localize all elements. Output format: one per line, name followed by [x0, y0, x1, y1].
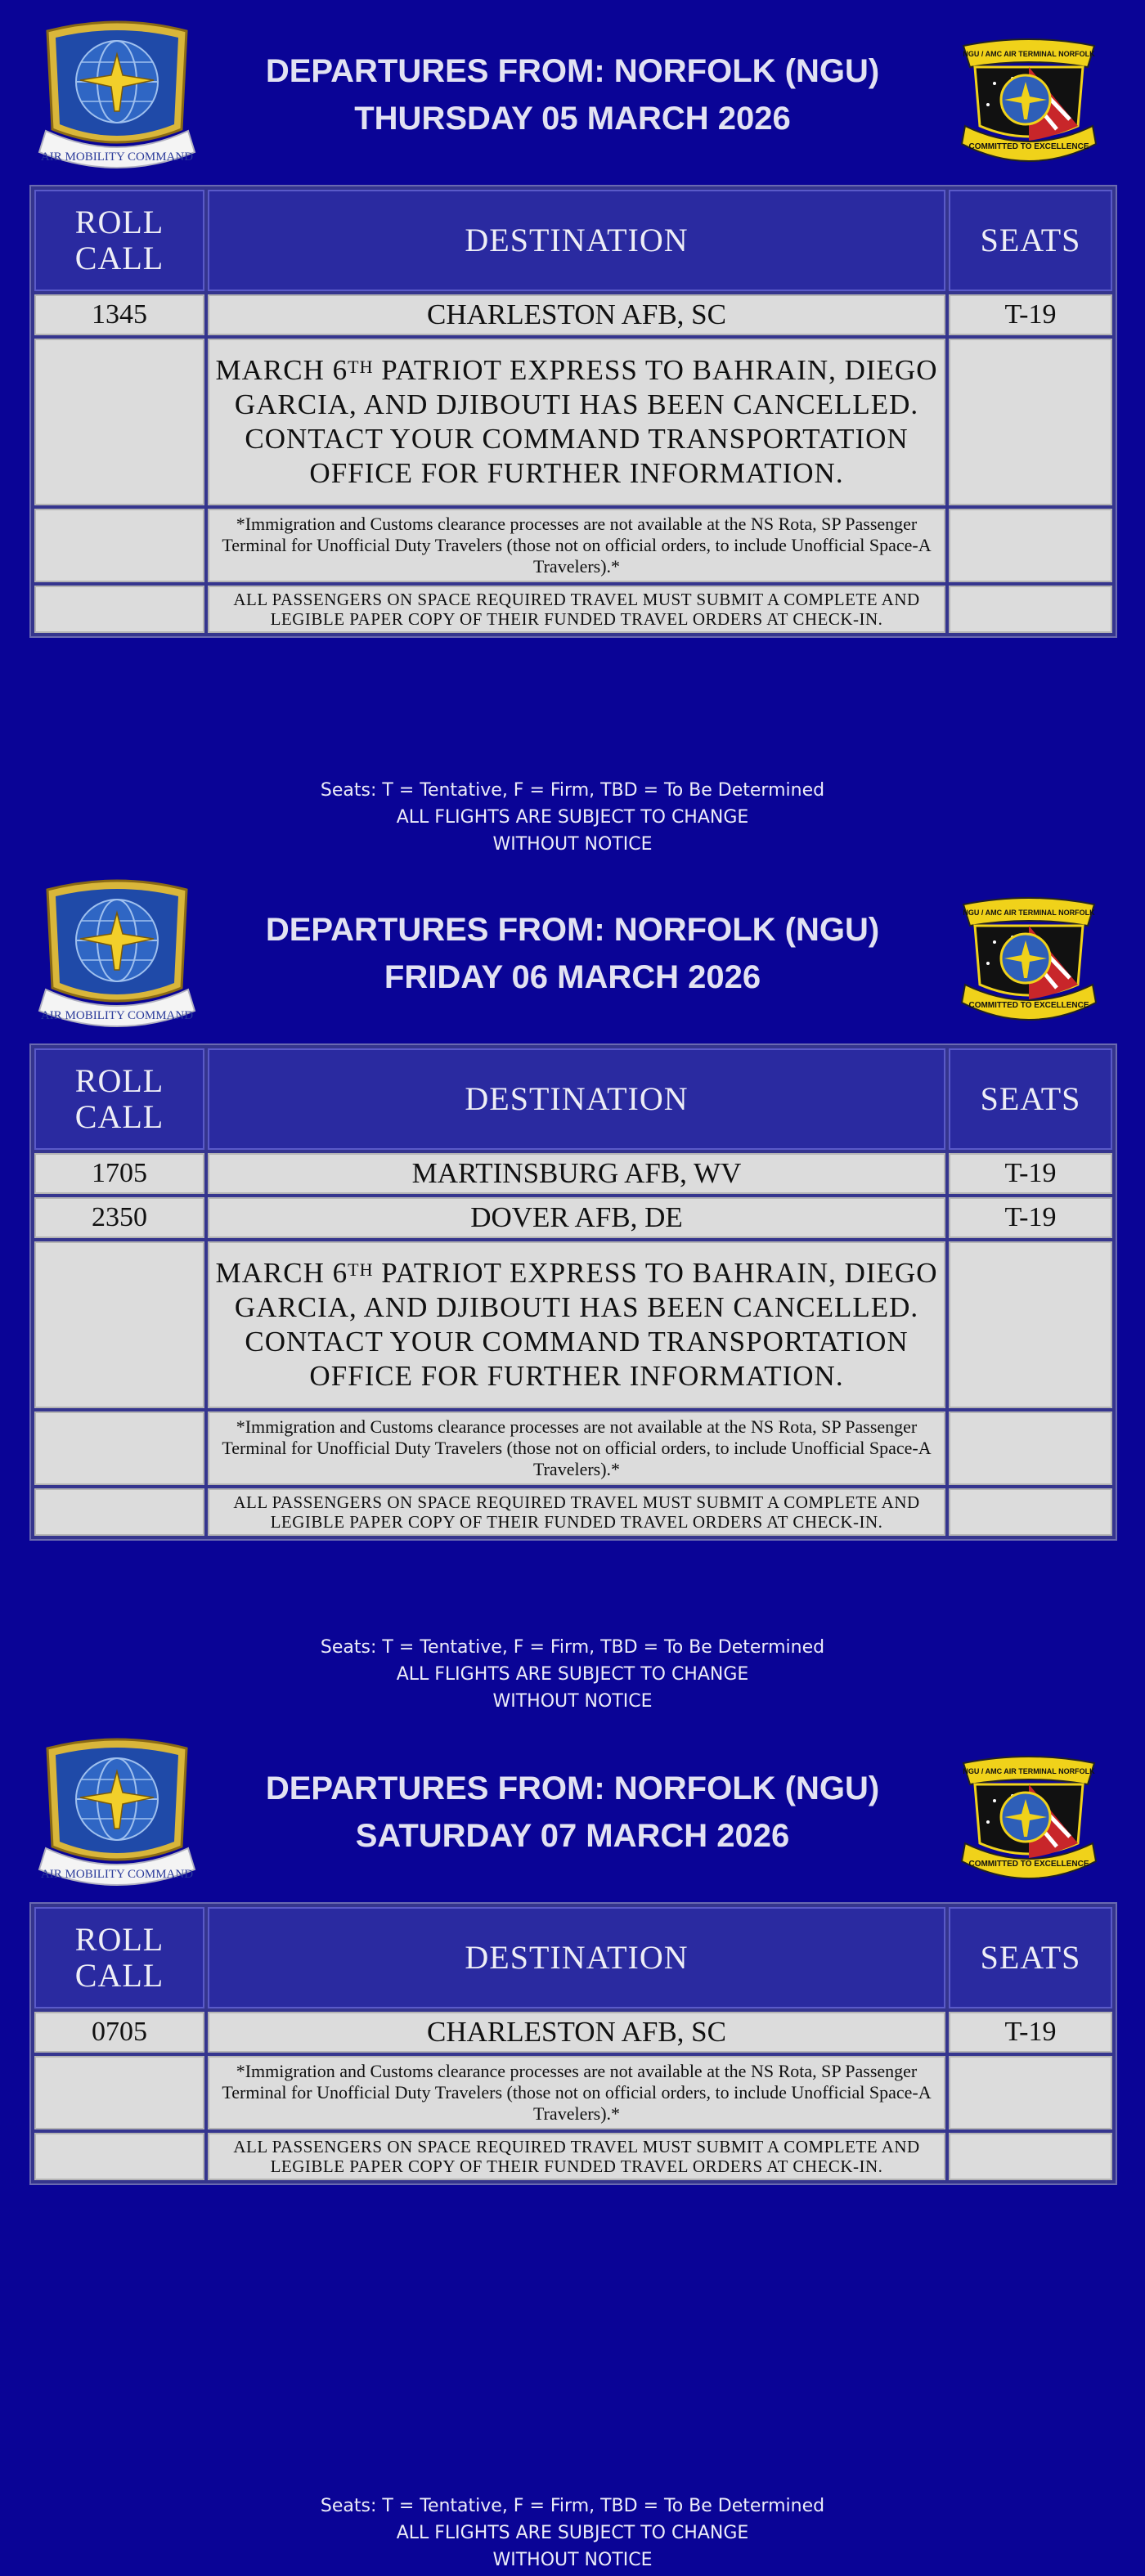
- customs-note-row: [34, 2056, 1112, 2129]
- cancellation-alert-row: [34, 1241, 1112, 1408]
- flight-row: [34, 294, 1112, 335]
- customs-note: *Immigration and Customs clearance processes are not available at the NS Rota, SP Passenger Terminal for Unofficial Duty Travelers (those not on official orders, to include Unofficial Space-A Travelers).*: [208, 509, 945, 582]
- air-terminal-norfolk-emblem-icon: [955, 893, 1102, 1024]
- svg-text:COMMITTED TO EXCELLENCE: COMMITTED TO EXCELLENCE: [968, 1001, 1089, 1010]
- svg-text:AIR MOBILITY COMMAND: AIR MOBILITY COMMAND: [40, 1868, 194, 1881]
- page-title: [221, 47, 924, 142]
- day-header: [0, 859, 1145, 1039]
- travel-orders-note: ALL PASSENGERS ON SPACE REQUIRED TRAVEL MUST SUBMIT A COMPLETE AND LEGIBLE PAPER COPY OF THEIR FUNDED TRAVEL ORDERS AT CHECK-IN.: [208, 586, 945, 633]
- svg-text:COMMITTED TO EXCELLENCE: COMMITTED TO EXCELLENCE: [968, 142, 1089, 151]
- flight-row: [34, 1153, 1112, 1194]
- destination-header: DESTINATION: [208, 190, 945, 291]
- seats-legend: Seats: T = Tentative, F = Firm, TBD = To Be Determined ALL FLIGHTS ARE SUBJECT TO CHANGE WITHOUT NOTICE: [320, 1637, 825, 1712]
- seats-header: SEATS: [949, 1907, 1112, 2008]
- customs-note-row: [34, 1411, 1112, 1485]
- customs-note: *Immigration and Customs clearance processes are not available at the NS Rota, SP Passenger Terminal for Unofficial Duty Travelers (those not on official orders, to include Unofficial Space-A Travelers).*: [208, 1411, 945, 1485]
- orders-note-row: [34, 1488, 1112, 1536]
- day-section-friday: [0, 859, 1145, 1532]
- svg-text:NGU / AMC AIR TERMINAL NORFOLK: NGU / AMC AIR TERMINAL NORFOLK: [963, 1767, 1095, 1775]
- roll-call-header: ROLL CALL: [34, 190, 204, 291]
- cancellation-alert: MARCH 6TH PATRIOT EXPRESS TO BAHRAIN, DIEGO GARCIA, AND DJIBOUTI HAS BEEN CANCELLED. CONTACT YOUR COMMAND TRANSPORTATION OFFICE FOR FURTHER INFORMATION.: [208, 1241, 945, 1408]
- cancellation-alert: MARCH 6TH PATRIOT EXPRESS TO BAHRAIN, DIEGO GARCIA, AND DJIBOUTI HAS BEEN CANCELLED. CONTACT YOUR COMMAND TRANSPORTATION OFFICE FOR FURTHER INFORMATION.: [208, 339, 945, 505]
- day-section-saturday: [0, 1717, 1145, 2176]
- svg-text:COMMITTED TO EXCELLENCE: COMMITTED TO EXCELLENCE: [968, 1860, 1089, 1869]
- roll-call-time: 0705: [34, 2012, 204, 2053]
- roll-call-header: ROLL CALL: [34, 1907, 204, 2008]
- svg-text:NGU / AMC AIR TERMINAL NORFOLK: NGU / AMC AIR TERMINAL NORFOLK: [963, 50, 1095, 58]
- roll-call-time: 1705: [34, 1153, 204, 1194]
- departures-table: [29, 1902, 1117, 2185]
- roll-call-header: ROLL CALL: [34, 1048, 204, 1150]
- destination-header: DESTINATION: [208, 1048, 945, 1150]
- orders-note-row: [34, 586, 1112, 633]
- title-line-origin: DEPARTURES FROM: NORFOLK (NGU): [265, 1770, 880, 1806]
- table-header-row: [34, 1907, 1112, 2008]
- title-line-date: FRIDAY 06 MARCH 2026: [384, 959, 761, 995]
- air-mobility-command-emblem-icon: [31, 1732, 203, 1896]
- seats-header: SEATS: [949, 1048, 1112, 1150]
- seats-header: SEATS: [949, 190, 1112, 291]
- title-line-origin: DEPARTURES FROM: NORFOLK (NGU): [265, 912, 880, 948]
- page-title: [221, 906, 924, 1001]
- destination: CHARLESTON AFB, SC: [208, 2012, 945, 2053]
- svg-text:NGU / AMC AIR TERMINAL NORFOLK: NGU / AMC AIR TERMINAL NORFOLK: [963, 909, 1095, 917]
- air-mobility-command-emblem-icon: [31, 15, 203, 178]
- flight-row: [34, 1197, 1112, 1238]
- departures-table: [29, 185, 1117, 638]
- flight-row: [34, 2012, 1112, 2053]
- title-line-origin: DEPARTURES FROM: NORFOLK (NGU): [265, 53, 880, 89]
- svg-text:AIR MOBILITY COMMAND: AIR MOBILITY COMMAND: [40, 1009, 194, 1022]
- departures-table: [29, 1043, 1117, 1541]
- destination: MARTINSBURG AFB, WV: [208, 1153, 945, 1194]
- svg-text:AIR MOBILITY COMMAND: AIR MOBILITY COMMAND: [40, 150, 194, 164]
- day-header: [0, 1717, 1145, 1897]
- customs-note: *Immigration and Customs clearance processes are not available at the NS Rota, SP Passenger Terminal for Unofficial Duty Travelers (those not on official orders, to include Unofficial Space-A Travelers).*: [208, 2056, 945, 2129]
- destination: CHARLESTON AFB, SC: [208, 294, 945, 335]
- day-header: [0, 0, 1145, 180]
- day-section-thursday: [0, 0, 1145, 629]
- seats-status: T-19: [949, 2012, 1112, 2053]
- seats-legend: Seats: T = Tentative, F = Firm, TBD = To Be Determined ALL FLIGHTS ARE SUBJECT TO CHANGE WITHOUT NOTICE: [320, 2496, 825, 2570]
- cancellation-alert-row: [34, 339, 1112, 505]
- air-terminal-norfolk-emblem-icon: [955, 1752, 1102, 1883]
- destination-header: DESTINATION: [208, 1907, 945, 2008]
- seats-status: T-19: [949, 294, 1112, 335]
- air-terminal-norfolk-emblem-icon: [955, 34, 1102, 165]
- roll-call-time: 1345: [34, 294, 204, 335]
- travel-orders-note: ALL PASSENGERS ON SPACE REQUIRED TRAVEL MUST SUBMIT A COMPLETE AND LEGIBLE PAPER COPY OF THEIR FUNDED TRAVEL ORDERS AT CHECK-IN.: [208, 1488, 945, 1536]
- roll-call-time: 2350: [34, 1197, 204, 1238]
- orders-note-row: [34, 2133, 1112, 2180]
- page-title: [221, 1765, 924, 1860]
- title-line-date: THURSDAY 05 MARCH 2026: [354, 101, 791, 137]
- air-mobility-command-emblem-icon: [31, 873, 203, 1037]
- seats-legend: Seats: T = Tentative, F = Firm, TBD = To Be Determined ALL FLIGHTS ARE SUBJECT TO CHANGE WITHOUT NOTICE: [320, 780, 825, 855]
- customs-note-row: [34, 509, 1112, 582]
- table-header-row: [34, 190, 1112, 291]
- table-header-row: [34, 1048, 1112, 1150]
- seats-status: T-19: [949, 1153, 1112, 1194]
- title-line-date: SATURDAY 07 MARCH 2026: [355, 1818, 790, 1854]
- seats-status: T-19: [949, 1197, 1112, 1238]
- travel-orders-note: ALL PASSENGERS ON SPACE REQUIRED TRAVEL MUST SUBMIT A COMPLETE AND LEGIBLE PAPER COPY OF THEIR FUNDED TRAVEL ORDERS AT CHECK-IN.: [208, 2133, 945, 2180]
- destination: DOVER AFB, DE: [208, 1197, 945, 1238]
